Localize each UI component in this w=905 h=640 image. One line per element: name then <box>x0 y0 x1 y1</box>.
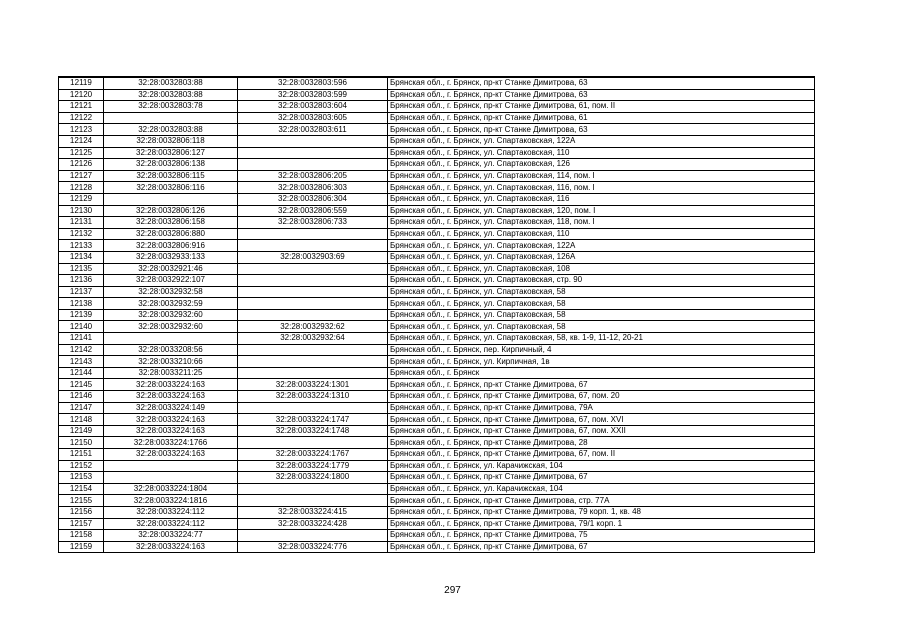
parcel-number-cell: 32:28:0033224:1816 <box>104 495 238 507</box>
object-number-cell: 32:28:0033224:1779 <box>238 460 388 472</box>
parcel-number-cell <box>104 193 238 205</box>
registry-table <box>58 76 815 553</box>
address-cell: Брянская обл., г. Брянск, пер. Кирпичный, 4 <box>388 344 815 356</box>
address-cell: Брянская обл., г. Брянск, ул. Спартаковская, 58 <box>388 309 815 321</box>
address-cell: Брянская обл., г. Брянск, пр-кт Станке Димитрова, 67, пом. XVI <box>388 414 815 426</box>
table-row <box>59 286 815 298</box>
address-cell: Брянская обл., г. Брянск, пр-кт Станке Димитрова, 61, пом. II <box>388 101 815 113</box>
row-number-cell: 12140 <box>59 321 104 333</box>
address-cell: Брянская обл., г. Брянск, ул. Кирпичная, 1в <box>388 356 815 368</box>
parcel-number-cell: 32:28:0033224:1804 <box>104 483 238 495</box>
object-number-cell <box>238 147 388 159</box>
address-cell: Брянская обл., г. Брянск, ул. Спартаковская, 118, пом. I <box>388 217 815 229</box>
parcel-number-cell: 32:28:0032803:88 <box>104 124 238 136</box>
table-row <box>59 356 815 368</box>
row-number-cell: 12148 <box>59 414 104 426</box>
row-number-cell: 12119 <box>59 77 104 89</box>
parcel-number-cell: 32:28:0033224:112 <box>104 506 238 518</box>
parcel-number-cell: 32:28:0032806:118 <box>104 135 238 147</box>
parcel-number-cell <box>104 472 238 484</box>
row-number-cell: 12128 <box>59 182 104 194</box>
address-cell: Брянская обл., г. Брянск, ул. Спартаковская, 110 <box>388 228 815 240</box>
object-number-cell <box>238 135 388 147</box>
row-number-cell: 12136 <box>59 275 104 287</box>
table-row <box>59 518 815 530</box>
object-number-cell <box>238 275 388 287</box>
address-cell: Брянская обл., г. Брянск, ул. Спартаковская, 108 <box>388 263 815 275</box>
address-cell: Брянская обл., г. Брянск, ул. Спартаковская, 126 <box>388 159 815 171</box>
object-number-cell <box>238 356 388 368</box>
object-number-cell: 32:28:0032903:69 <box>238 251 388 263</box>
row-number-cell: 12126 <box>59 159 104 171</box>
row-number-cell: 12130 <box>59 205 104 217</box>
object-number-cell: 32:28:0032803:604 <box>238 101 388 113</box>
address-cell: Брянская обл., г. Брянск, ул. Спартаковская, 114, пом. I <box>388 170 815 182</box>
table-row <box>59 425 815 437</box>
parcel-number-cell: 32:28:0033224:1766 <box>104 437 238 449</box>
row-number-cell: 12151 <box>59 449 104 461</box>
table-row <box>59 228 815 240</box>
parcel-number-cell: 32:28:0032806:880 <box>104 228 238 240</box>
table-row <box>59 135 815 147</box>
parcel-number-cell <box>104 460 238 472</box>
parcel-number-cell: 32:28:0032932:60 <box>104 309 238 321</box>
registry-table-body <box>59 77 815 553</box>
table-row <box>59 159 815 171</box>
parcel-number-cell: 32:28:0032803:78 <box>104 101 238 113</box>
table-row <box>59 205 815 217</box>
object-number-cell: 32:28:0032932:64 <box>238 333 388 345</box>
row-number-cell: 12155 <box>59 495 104 507</box>
row-number-cell: 12146 <box>59 391 104 403</box>
table-row <box>59 333 815 345</box>
object-number-cell: 32:28:0033224:1767 <box>238 449 388 461</box>
table-row <box>59 437 815 449</box>
object-number-cell <box>238 344 388 356</box>
table-row <box>59 402 815 414</box>
table-row <box>59 263 815 275</box>
parcel-number-cell <box>104 112 238 124</box>
parcel-number-cell: 32:28:0032932:58 <box>104 286 238 298</box>
parcel-number-cell: 32:28:0032932:59 <box>104 298 238 310</box>
table-row <box>59 251 815 263</box>
row-number-cell: 12143 <box>59 356 104 368</box>
table-row <box>59 344 815 356</box>
address-cell: Брянская обл., г. Брянск, пр-кт Станке Димитрова, 67 <box>388 472 815 484</box>
row-number-cell: 12149 <box>59 425 104 437</box>
object-number-cell <box>238 309 388 321</box>
address-cell: Брянская обл., г. Брянск, ул. Спартаковская, 58 <box>388 298 815 310</box>
row-number-cell: 12135 <box>59 263 104 275</box>
object-number-cell: 32:28:0032803:611 <box>238 124 388 136</box>
table-row <box>59 217 815 229</box>
parcel-number-cell: 32:28:0033224:163 <box>104 391 238 403</box>
parcel-number-cell: 32:28:0032806:115 <box>104 170 238 182</box>
table-row <box>59 379 815 391</box>
table-row <box>59 414 815 426</box>
address-cell: Брянская обл., г. Брянск, пр-кт Станке Димитрова, 79А <box>388 402 815 414</box>
address-cell: Брянская обл., г. Брянск, пр-кт Станке Димитрова, 63 <box>388 77 815 89</box>
address-cell: Брянская обл., г. Брянск, пр-кт Станке Димитрова, 79 корп. 1, кв. 48 <box>388 506 815 518</box>
table-row <box>59 472 815 484</box>
table-row <box>59 483 815 495</box>
table-row <box>59 309 815 321</box>
object-number-cell: 32:28:0032806:304 <box>238 193 388 205</box>
address-cell: Брянская обл., г. Брянск, ул. Спартаковская, 120, пом. I <box>388 205 815 217</box>
object-number-cell <box>238 483 388 495</box>
row-number-cell: 12124 <box>59 135 104 147</box>
table-row <box>59 182 815 194</box>
address-cell: Брянская обл., г. Брянск, ул. Спартаковская, 58 <box>388 286 815 298</box>
object-number-cell <box>238 228 388 240</box>
table-row <box>59 506 815 518</box>
table-row <box>59 391 815 403</box>
parcel-number-cell: 32:28:0033224:163 <box>104 541 238 553</box>
table-row <box>59 170 815 182</box>
row-number-cell: 12142 <box>59 344 104 356</box>
object-number-cell <box>238 286 388 298</box>
address-cell: Брянская обл., г. Брянск, пр-кт Станке Димитрова, 28 <box>388 437 815 449</box>
parcel-number-cell: 32:28:0033224:163 <box>104 425 238 437</box>
address-cell: Брянская обл., г. Брянск, пр-кт Станке Димитрова, 61 <box>388 112 815 124</box>
parcel-number-cell: 32:28:0033224:149 <box>104 402 238 414</box>
object-number-cell: 32:28:0033224:1800 <box>238 472 388 484</box>
row-number-cell: 12156 <box>59 506 104 518</box>
object-number-cell: 32:28:0032806:303 <box>238 182 388 194</box>
address-cell: Брянская обл., г. Брянск, ул. Спартаковская, 126А <box>388 251 815 263</box>
row-number-cell: 12153 <box>59 472 104 484</box>
parcel-number-cell: 32:28:0032806:158 <box>104 217 238 229</box>
object-number-cell <box>238 495 388 507</box>
object-number-cell: 32:28:0033224:1310 <box>238 391 388 403</box>
object-number-cell <box>238 530 388 542</box>
parcel-number-cell: 32:28:0032803:88 <box>104 77 238 89</box>
object-number-cell: 32:28:0032803:596 <box>238 77 388 89</box>
table-row <box>59 449 815 461</box>
address-cell: Брянская обл., г. Брянск, ул. Спартаковская, 110 <box>388 147 815 159</box>
parcel-number-cell: 32:28:0032921:46 <box>104 263 238 275</box>
parcel-number-cell: 32:28:0032806:116 <box>104 182 238 194</box>
row-number-cell: 12132 <box>59 228 104 240</box>
object-number-cell: 32:28:0032806:559 <box>238 205 388 217</box>
row-number-cell: 12134 <box>59 251 104 263</box>
row-number-cell: 12158 <box>59 530 104 542</box>
table-row <box>59 460 815 472</box>
address-cell: Брянская обл., г. Брянск, ул. Спартаковская, 122А <box>388 135 815 147</box>
row-number-cell: 12152 <box>59 460 104 472</box>
address-cell: Брянская обл., г. Брянск, ул. Спартаковская, 116, пом. I <box>388 182 815 194</box>
parcel-number-cell: 32:28:0033208:56 <box>104 344 238 356</box>
row-number-cell: 12137 <box>59 286 104 298</box>
table-row <box>59 321 815 333</box>
row-number-cell: 12122 <box>59 112 104 124</box>
parcel-number-cell: 32:28:0033224:77 <box>104 530 238 542</box>
parcel-number-cell: 32:28:0033211:25 <box>104 367 238 379</box>
object-number-cell: 32:28:0033224:1301 <box>238 379 388 391</box>
parcel-number-cell: 32:28:0032933:133 <box>104 251 238 263</box>
table-row <box>59 101 815 113</box>
object-number-cell: 32:28:0032932:62 <box>238 321 388 333</box>
object-number-cell <box>238 263 388 275</box>
row-number-cell: 12129 <box>59 193 104 205</box>
object-number-cell: 32:28:0033224:1748 <box>238 425 388 437</box>
parcel-number-cell: 32:28:0033224:163 <box>104 379 238 391</box>
address-cell: Брянская обл., г. Брянск, ул. Спартаковская, 58 <box>388 321 815 333</box>
address-cell: Брянская обл., г. Брянск <box>388 367 815 379</box>
row-number-cell: 12138 <box>59 298 104 310</box>
parcel-number-cell: 32:28:0033224:163 <box>104 449 238 461</box>
table-row <box>59 495 815 507</box>
parcel-number-cell: 32:28:0032806:126 <box>104 205 238 217</box>
row-number-cell: 12150 <box>59 437 104 449</box>
row-number-cell: 12159 <box>59 541 104 553</box>
object-number-cell: 32:28:0033224:428 <box>238 518 388 530</box>
address-cell: Брянская обл., г. Брянск, ул. Карачижская, 104 <box>388 483 815 495</box>
object-number-cell: 32:28:0033224:1747 <box>238 414 388 426</box>
row-number-cell: 12131 <box>59 217 104 229</box>
address-cell: Брянская обл., г. Брянск, ул. Спартаковская, стр. 90 <box>388 275 815 287</box>
table-row <box>59 112 815 124</box>
parcel-number-cell: 32:28:0032932:60 <box>104 321 238 333</box>
parcel-number-cell: 32:28:0032922:107 <box>104 275 238 287</box>
address-cell: Брянская обл., г. Брянск, пр-кт Станке Димитрова, 67, пом. 20 <box>388 391 815 403</box>
row-number-cell: 12147 <box>59 402 104 414</box>
address-cell: Брянская обл., г. Брянск, ул. Спартаковская, 58, кв. 1-9, 11-12, 20-21 <box>388 333 815 345</box>
row-number-cell: 12145 <box>59 379 104 391</box>
row-number-cell: 12139 <box>59 309 104 321</box>
table-row <box>59 298 815 310</box>
address-cell: Брянская обл., г. Брянск, пр-кт Станке Димитрова, 79/1 корп. 1 <box>388 518 815 530</box>
table-row <box>59 77 815 89</box>
parcel-number-cell: 32:28:0032806:916 <box>104 240 238 252</box>
row-number-cell: 12123 <box>59 124 104 136</box>
table-row <box>59 530 815 542</box>
parcel-number-cell: 32:28:0033224:112 <box>104 518 238 530</box>
table-row <box>59 240 815 252</box>
table-row <box>59 275 815 287</box>
object-number-cell <box>238 298 388 310</box>
address-cell: Брянская обл., г. Брянск, ул. Карачижская, 104 <box>388 460 815 472</box>
table-row <box>59 541 815 553</box>
object-number-cell: 32:28:0032806:205 <box>238 170 388 182</box>
parcel-number-cell <box>104 333 238 345</box>
object-number-cell: 32:28:0032806:733 <box>238 217 388 229</box>
table-row <box>59 124 815 136</box>
parcel-number-cell: 32:28:0032806:138 <box>104 159 238 171</box>
object-number-cell: 32:28:0033224:776 <box>238 541 388 553</box>
address-cell: Брянская обл., г. Брянск, пр-кт Станке Димитрова, 67 <box>388 541 815 553</box>
row-number-cell: 12133 <box>59 240 104 252</box>
table-row <box>59 147 815 159</box>
row-number-cell: 12141 <box>59 333 104 345</box>
row-number-cell: 12121 <box>59 101 104 113</box>
parcel-number-cell: 32:28:0032806:127 <box>104 147 238 159</box>
object-number-cell <box>238 240 388 252</box>
row-number-cell: 12154 <box>59 483 104 495</box>
address-cell: Брянская обл., г. Брянск, пр-кт Станке Димитрова, 67, пом. XXII <box>388 425 815 437</box>
row-number-cell: 12144 <box>59 367 104 379</box>
address-cell: Брянская обл., г. Брянск, ул. Спартаковская, 116 <box>388 193 815 205</box>
row-number-cell: 12120 <box>59 89 104 101</box>
object-number-cell: 32:28:0033224:415 <box>238 506 388 518</box>
parcel-number-cell: 32:28:0032803:88 <box>104 89 238 101</box>
row-number-cell: 12127 <box>59 170 104 182</box>
table-row <box>59 367 815 379</box>
parcel-number-cell: 32:28:0033210:66 <box>104 356 238 368</box>
object-number-cell <box>238 159 388 171</box>
address-cell: Брянская обл., г. Брянск, пр-кт Станке Димитрова, 63 <box>388 124 815 136</box>
object-number-cell: 32:28:0032803:605 <box>238 112 388 124</box>
address-cell: Брянская обл., г. Брянск, пр-кт Станке Димитрова, 67 <box>388 379 815 391</box>
object-number-cell <box>238 367 388 379</box>
row-number-cell: 12157 <box>59 518 104 530</box>
address-cell: Брянская обл., г. Брянск, пр-кт Станке Димитрова, 75 <box>388 530 815 542</box>
address-cell: Брянская обл., г. Брянск, пр-кт Станке Димитрова, 63 <box>388 89 815 101</box>
object-number-cell <box>238 402 388 414</box>
table-row <box>59 193 815 205</box>
page-number: 297 <box>444 585 461 596</box>
row-number-cell: 12125 <box>59 147 104 159</box>
parcel-number-cell: 32:28:0033224:163 <box>104 414 238 426</box>
object-number-cell: 32:28:0032803:599 <box>238 89 388 101</box>
address-cell: Брянская обл., г. Брянск, пр-кт Станке Димитрова, 67, пом. II <box>388 449 815 461</box>
address-cell: Брянская обл., г. Брянск, ул. Спартаковская, 122А <box>388 240 815 252</box>
address-cell: Брянская обл., г. Брянск, пр-кт Станке Димитрова, стр. 77А <box>388 495 815 507</box>
object-number-cell <box>238 437 388 449</box>
table-row <box>59 89 815 101</box>
